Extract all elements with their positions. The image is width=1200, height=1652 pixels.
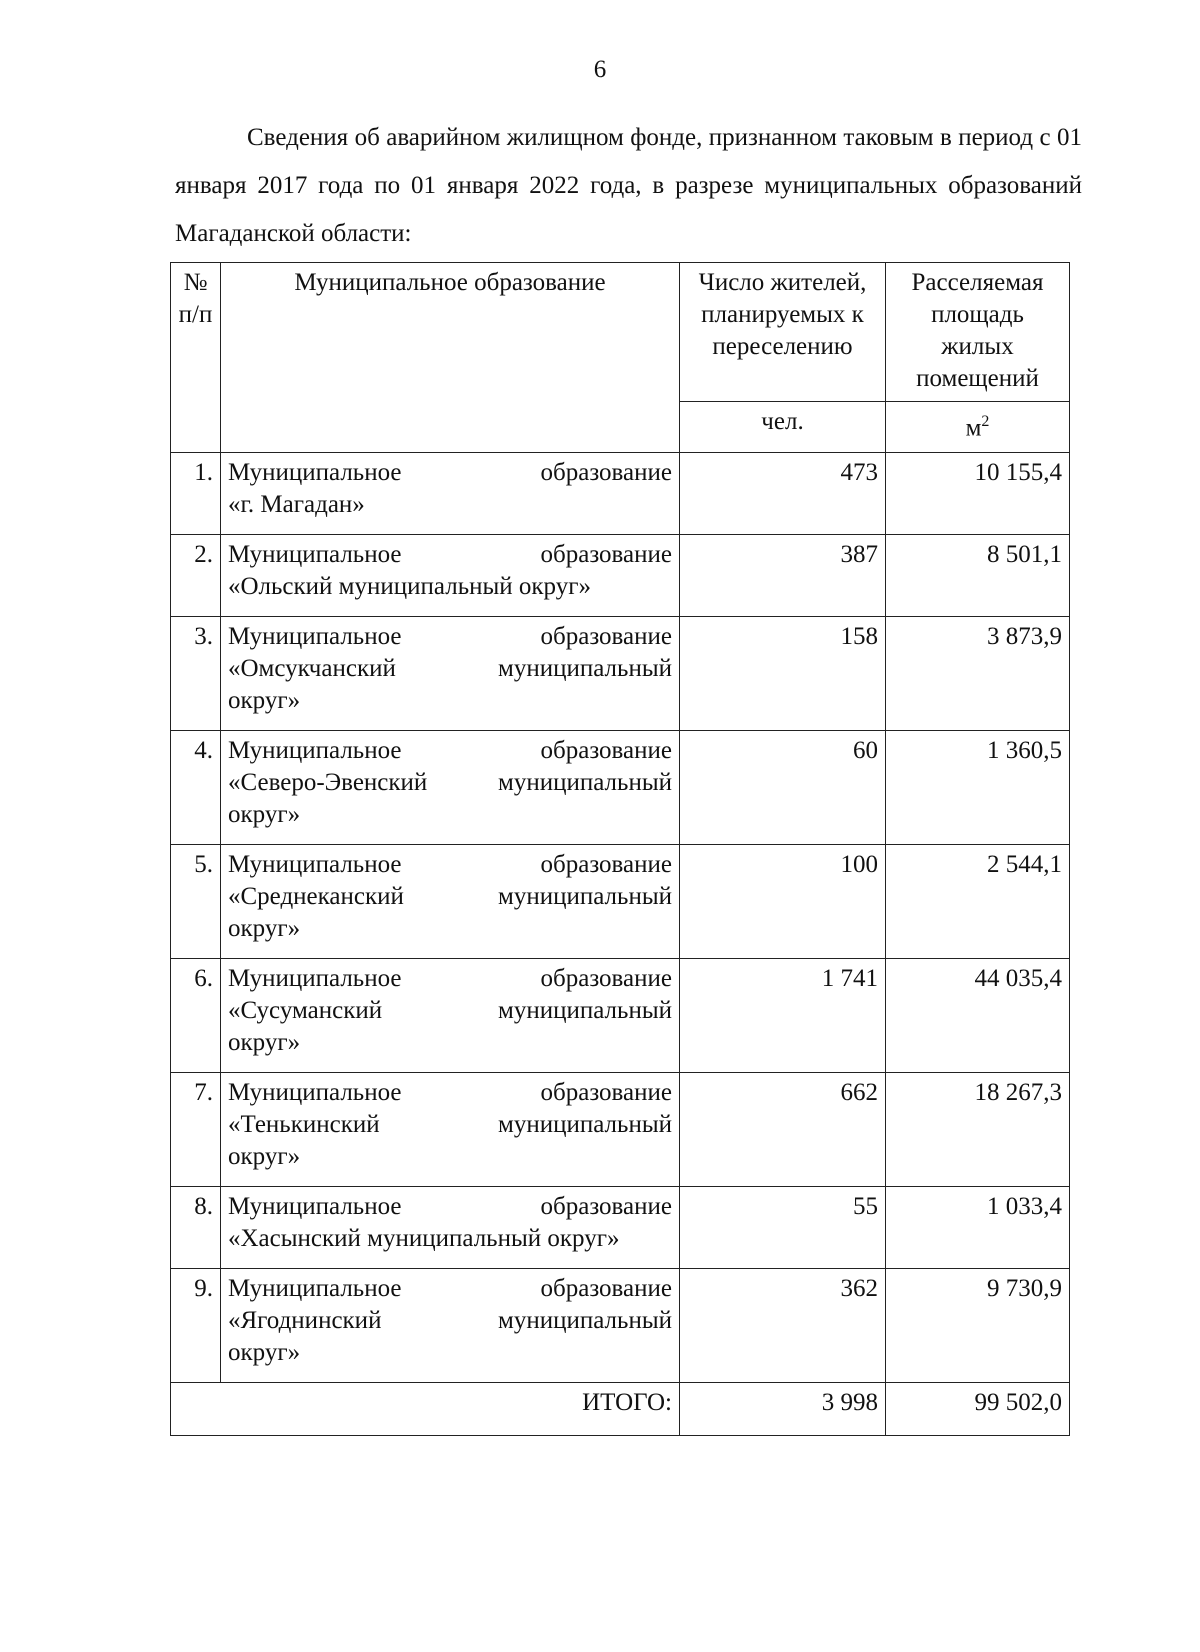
row-municipality [221,959,680,1073]
table-row [171,453,1070,535]
municipality-line: округ» [228,1339,301,1366]
municipality-line [228,653,672,685]
municipality-line [228,1273,672,1305]
municipality-line: округ» [228,801,301,828]
municipality-word: муниципальный [498,655,672,682]
municipality-word: «Среднеканский [228,883,404,910]
table-row [171,1073,1070,1187]
municipality-word: муниципальный [498,883,672,910]
municipality-word: муниципальный [498,997,672,1024]
total-label: ИТОГО: [171,1383,680,1436]
unit-residents: чел. [680,402,886,453]
row-number: 5. [171,845,221,959]
row-municipality [221,617,680,731]
municipality-word: «Ягоднинский [228,1307,382,1334]
municipality-line: округ» [228,687,301,714]
table-header-row [171,263,1070,402]
municipality-word: «Тенькинский [228,1111,380,1138]
row-area: 10 155,4 [886,453,1070,535]
municipality-word: Муниципальное [228,623,402,650]
municipality-line: округ» [228,915,301,942]
row-municipality [221,1073,680,1187]
header-number: № п/п [171,263,221,453]
municipality-word: «Сусуманский [228,997,383,1024]
row-area: 1 033,4 [886,1187,1070,1269]
row-municipality [221,731,680,845]
unit-area-base: м [965,414,982,442]
row-area: 2 544,1 [886,845,1070,959]
municipality-line [228,995,672,1027]
municipality-word: Муниципальное [228,1079,402,1106]
table-row [171,731,1070,845]
table-body [171,453,1070,1383]
row-residents: 55 [680,1187,886,1269]
municipality-line [228,963,672,995]
row-residents: 662 [680,1073,886,1187]
municipality-word: образование [540,737,672,764]
municipality-word: образование [540,623,672,650]
table-row [171,959,1070,1073]
table-row [171,1269,1070,1383]
municipality-word: образование [540,541,672,568]
row-number: 4. [171,731,221,845]
municipality-word: образование [540,1193,672,1220]
municipality-word: Муниципальное [228,1193,402,1220]
municipality-line: «Ольский муниципальный округ» [228,573,591,600]
row-area: 9 730,9 [886,1269,1070,1383]
row-area: 3 873,9 [886,617,1070,731]
municipality-word: Муниципальное [228,965,402,992]
unit-area [886,402,1070,453]
municipality-word: образование [540,851,672,878]
row-number: 7. [171,1073,221,1187]
municipality-word: муниципальный [498,1111,672,1138]
municipality-line [228,539,672,571]
row-municipality [221,453,680,535]
municipality-word: муниципальный [498,769,672,796]
header-area: Расселяемая площадь жилых помещений [886,263,1070,402]
page-number: 6 [593,56,607,83]
row-area: 1 360,5 [886,731,1070,845]
municipality-line: округ» [228,1029,301,1056]
municipality-word: образование [540,1275,672,1302]
municipality-line [228,1077,672,1109]
intro-paragraph: Сведения об аварийном жилищном фонде, признанном таковым в период с 01 января 2017 года по 01 января 2022 года, в разрезе муниципальных образований Магаданской области: [175,124,1082,247]
table-row [171,845,1070,959]
row-municipality [221,535,680,617]
municipality-line [228,849,672,881]
header-residents: Число жителей, планируемых к переселению [680,263,886,402]
row-area: 44 035,4 [886,959,1070,1073]
row-area: 8 501,1 [886,535,1070,617]
municipality-word: «Омсукчанский [228,655,396,682]
row-residents: 473 [680,453,886,535]
row-residents: 100 [680,845,886,959]
total-residents: 3 998 [680,1383,886,1436]
municipality-line: округ» [228,1143,301,1170]
row-number: 2. [171,535,221,617]
municipality-line [228,1191,672,1223]
municipality-line [228,735,672,767]
row-number: 9. [171,1269,221,1383]
municipality-line [228,767,672,799]
municipality-line [228,1109,672,1141]
municipality-line [228,881,672,913]
table-row [171,617,1070,731]
unit-area-sup: 2 [981,413,990,430]
total-row [171,1383,1070,1436]
municipality-word: образование [540,1079,672,1106]
row-number: 1. [171,453,221,535]
row-municipality [221,1187,680,1269]
municipality-line [228,457,672,489]
total-area: 99 502,0 [886,1383,1070,1436]
municipality-word: муниципальный [498,1307,672,1334]
municipality-word: Муниципальное [228,851,402,878]
municipality-line: «Хасынский муниципальный округ» [228,1225,620,1252]
municipality-line: «г. Магадан» [228,491,365,518]
municipality-line [228,1305,672,1337]
row-municipality [221,845,680,959]
municipality-word: Муниципальное [228,459,402,486]
row-residents: 387 [680,535,886,617]
row-municipality [221,1269,680,1383]
row-residents: 158 [680,617,886,731]
row-residents: 362 [680,1269,886,1383]
row-area: 18 267,3 [886,1073,1070,1187]
municipality-word: Муниципальное [228,1275,402,1302]
emergency-housing-table [170,262,1070,1436]
row-residents: 60 [680,731,886,845]
row-number: 8. [171,1187,221,1269]
municipality-word: «Северо-Эвенский [228,769,428,796]
municipality-word: образование [540,459,672,486]
header-municipality: Муниципальное образование [221,263,680,453]
municipality-word: Муниципальное [228,541,402,568]
table-row [171,1187,1070,1269]
row-number: 6. [171,959,221,1073]
municipality-word: Муниципальное [228,737,402,764]
table-row [171,535,1070,617]
row-residents: 1 741 [680,959,886,1073]
municipality-word: образование [540,965,672,992]
row-number: 3. [171,617,221,731]
municipality-line [228,621,672,653]
